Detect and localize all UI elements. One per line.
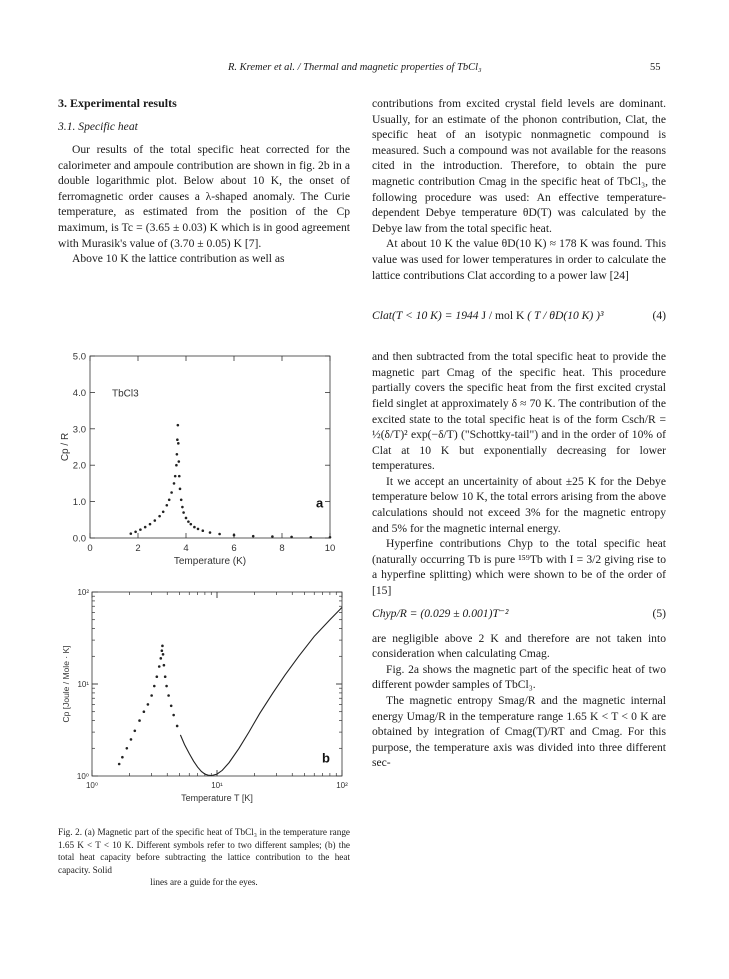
y-tick-label: 4.0	[72, 387, 86, 399]
x-tick-label: 10⁰	[85, 781, 99, 790]
data-point	[172, 714, 175, 717]
equation-4-unit: J / mol K	[481, 309, 525, 323]
x-tick-label: 4	[183, 543, 189, 554]
y-tick-label: 0.0	[72, 533, 86, 545]
data-point	[174, 475, 177, 478]
x-tick-label: 10¹	[211, 781, 223, 790]
data-point	[165, 685, 168, 688]
paragraph: Hyperfine contributions Chyp to the total specific heat (naturally occurring Tb is pure ¹⁵⁹Tb with I = 3/2 giving rise to a hyperfine splitting) which were shown to be of the order of [15]	[372, 537, 666, 598]
data-point	[158, 515, 161, 518]
equation-4-factor: ( T / θD(10 K) )³	[527, 309, 604, 323]
data-point	[150, 694, 153, 697]
data-point	[180, 498, 183, 501]
y-tick-label: 10²	[77, 588, 89, 597]
x-tick-label: 10²	[336, 781, 348, 790]
data-point	[178, 460, 181, 463]
paragraph: Our results of the total specific heat corrected for the calorimeter and ampoule contribution are shown in fig. 2b in a double logarithmic plot. Below about 10 K, the onset of ferromagnetic order causes a λ-shaped anomaly. The Curie temperature, as estimated from the position of the Cp maximum, is Tc = (3.65 ± 0.03) K which is in good agreement with Murasik's value of (3.70 ± 0.05) K [7].	[58, 143, 350, 250]
data-point	[177, 442, 180, 445]
data-point	[178, 475, 181, 478]
data-point	[158, 665, 161, 668]
paragraph: Above 10 K the lattice contribution as well as	[72, 252, 285, 266]
y-tick-label: 3.0	[72, 424, 86, 436]
x-tick-label: 2	[135, 543, 141, 554]
x-tick-label: 8	[279, 543, 285, 554]
x-tick-label: 6	[231, 543, 237, 554]
page-number: 55	[650, 62, 661, 73]
data-point	[173, 482, 176, 485]
data-point	[175, 464, 178, 467]
data-point	[290, 536, 293, 539]
data-point	[118, 763, 121, 766]
y-tick-label: 10⁰	[76, 772, 89, 781]
data-point	[310, 536, 313, 539]
running-title: R. Kremer et al. / Thermal and magnetic properties of TbCl₃	[228, 62, 482, 73]
data-point	[202, 529, 205, 532]
panel-label: b	[322, 750, 330, 766]
equation-4	[372, 289, 666, 343]
panel-label: a	[316, 495, 324, 511]
data-point	[176, 453, 179, 456]
y-tick-label: 5.0	[72, 351, 86, 363]
data-point	[167, 694, 170, 697]
figure-2a-plot	[60, 352, 335, 568]
data-point	[181, 506, 184, 509]
paragraph: The magnetic entropy Smag/R and the magnetic internal energy Umag/R in the temperature range 1.65 K < T < 0 K are obtained by integration of Cmag(T)/RT and Cmag. For this purpose, the temperature axis was divided into three different sec-	[372, 694, 666, 770]
equation-5	[372, 603, 666, 625]
data-point	[187, 520, 190, 523]
data-point	[197, 528, 200, 531]
equation-5-number: (5)	[652, 606, 666, 620]
data-point	[190, 523, 193, 526]
equation-5-expr: Chyp/R = (0.029 ± 0.001)T⁻²	[372, 606, 509, 620]
figure-2b-chart	[58, 584, 350, 820]
data-point	[143, 710, 146, 713]
data-point	[134, 729, 137, 732]
plot-frame	[90, 356, 330, 538]
x-axis-label: Temperature (K)	[173, 556, 247, 567]
data-point	[147, 703, 150, 706]
right-column	[372, 96, 666, 771]
equation-4-number: (4)	[652, 309, 666, 323]
compound-annotation: TbCl3	[112, 388, 139, 400]
data-point	[329, 536, 332, 539]
paragraph: contributions from excited crystal field levels are dominant. Usually, for an estimate of the phonon contribution, Clat, the specific heat of an isotypic nonmagnetic compound is measured. Such a compound was not available for the reasons cited in the introduction. Therefore, to obtain the pure magnetic contribution Cmag in the specific heat of TbCl₃, the following procedure was used: An effective temperature-dependent Debye temperature θD(T) was calculated by the Debye law from the total specific heat.	[372, 97, 666, 235]
data-point	[134, 531, 137, 534]
data-point	[209, 531, 212, 534]
left-column	[58, 96, 350, 267]
data-point	[154, 519, 157, 522]
data-point	[156, 675, 159, 678]
data-point	[130, 532, 133, 535]
data-point	[161, 649, 164, 652]
data-point	[164, 675, 167, 678]
data-point	[176, 725, 179, 728]
data-point	[271, 535, 274, 538]
paragraph: It we accept an uncertainity of about ±25 K for the Debye temperature below 10 K, the total errors arising from the above calculations should not exceed 3% for the magnetic entropy and 5% for the magnetic internal energy.	[372, 474, 666, 535]
running-header	[0, 62, 729, 78]
data-point	[138, 719, 141, 722]
x-axis-label: Temperature T [K]	[181, 793, 253, 803]
data-point	[162, 653, 165, 656]
data-point	[176, 438, 179, 441]
paragraph: and then subtracted from the total specific heat to provide the magnetic part Cmag of the specific heat. This procedure partially covers the specific heat from the first excited crystal field singlet at approximately δ ≈ 70 K. The contribution of the excited state to the total specific heat is of the form Csch/R = ½(δ/T)² exp(−δ/T) ("Schottky-tail") and in the order of 10% of Clat at 10 K but exponentially decreasing for lower temperatures.	[372, 350, 666, 473]
data-point	[185, 517, 188, 520]
figure-2b-plot	[61, 588, 348, 803]
y-tick-label: 10¹	[77, 680, 89, 689]
data-point	[130, 738, 133, 741]
data-point	[166, 504, 169, 507]
subsection-heading: 3.1. Specific heat	[58, 120, 138, 133]
caption-last-line: lines are a guide for the eyes.	[150, 877, 258, 887]
plot-frame	[92, 592, 342, 776]
data-point	[153, 685, 156, 688]
data-point	[139, 528, 142, 531]
data-point	[149, 523, 152, 526]
y-axis-label: Cp [Joule / Mole · K]	[61, 645, 71, 723]
paragraph: are negligible above 2 K and therefore are not taken into consideration when calculating Cmag.	[372, 631, 666, 661]
data-point	[177, 424, 180, 427]
data-point	[252, 535, 255, 538]
data-point	[182, 511, 185, 514]
figure-2a-chart	[58, 346, 350, 578]
data-point	[126, 747, 129, 750]
x-tick-label: 0	[87, 543, 93, 554]
data-point	[163, 664, 166, 667]
equation-4-lhs: Clat(T < 10 K) = 1944	[372, 309, 479, 323]
paragraph: Fig. 2a shows the magnetic part of the specific heat of two different powder samples of TbCl₃.	[372, 662, 666, 692]
paragraph: At about 10 K the value θD(10 K) ≈ 178 K was found. This value was used for lower temperatures in order to calculate the lattice contributions Clat according to a power law [24]	[372, 237, 666, 282]
data-point	[162, 510, 165, 513]
caption-text: Fig. 2. (a) Magnetic part of the specific heat of TbCl₃ in the temperature range 1.65 K < T < 10 K. Different symbols refer to two different samples; (b) the total heat capacity before subtracting the lattice contribution to the heat capacity. Solid	[58, 827, 350, 875]
data-point	[170, 491, 173, 494]
data-point	[159, 657, 162, 660]
x-tick-label: 10	[324, 543, 336, 554]
data-point	[168, 498, 171, 501]
data-point	[144, 526, 147, 529]
data-point	[121, 756, 124, 759]
y-tick-label: 2.0	[72, 460, 86, 472]
series-line	[180, 607, 342, 775]
data-point	[193, 526, 196, 529]
y-axis-label: Cp / R	[60, 432, 71, 462]
data-point	[218, 533, 221, 536]
data-point	[179, 488, 182, 491]
data-point	[233, 534, 236, 537]
data-point	[170, 704, 173, 707]
figure-caption	[58, 826, 350, 889]
y-tick-label: 1.0	[72, 497, 86, 509]
data-point	[161, 645, 164, 648]
section-heading: 3. Experimental results	[58, 96, 177, 110]
